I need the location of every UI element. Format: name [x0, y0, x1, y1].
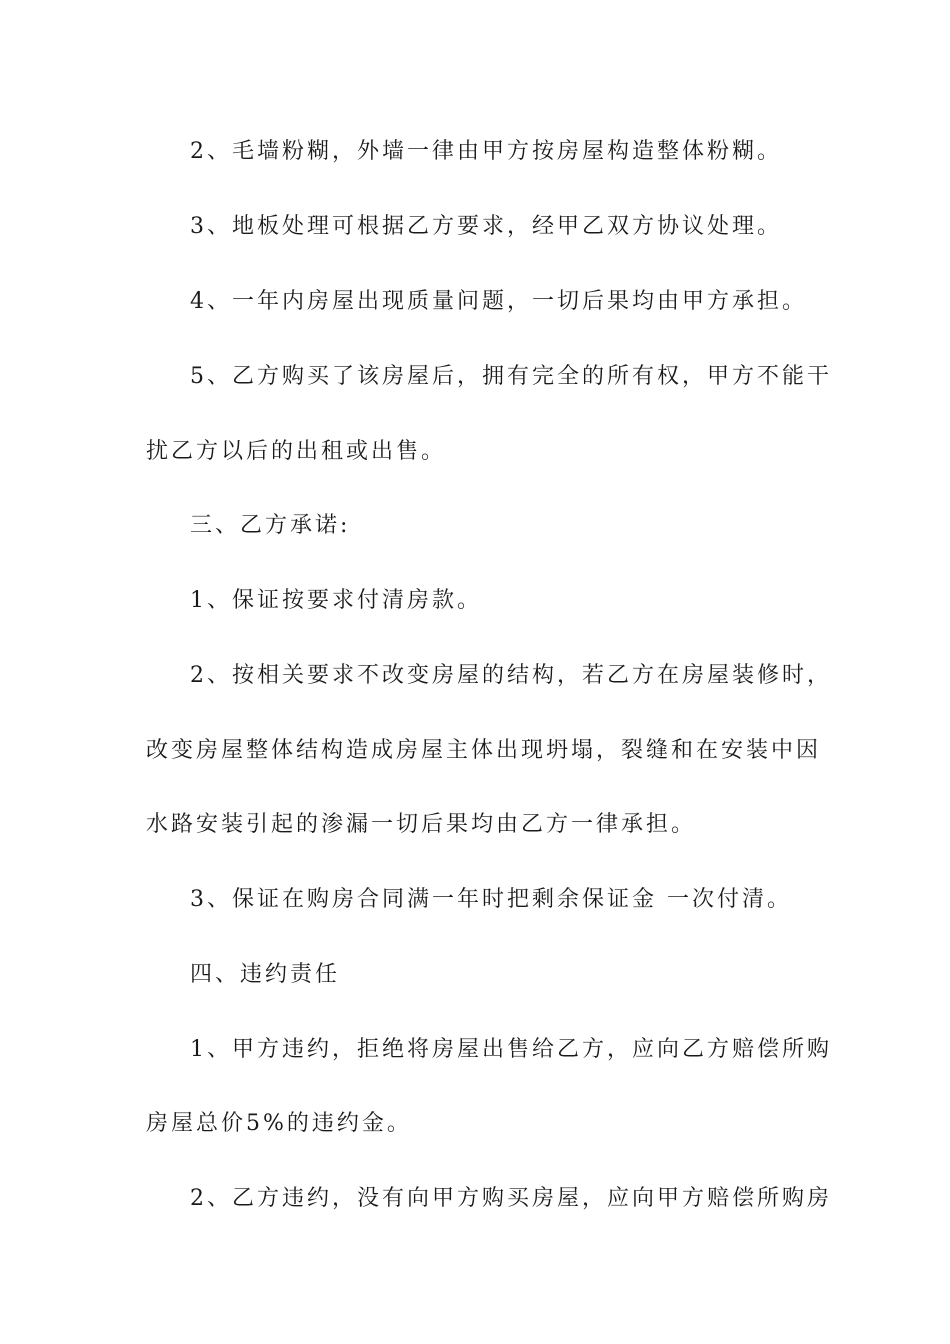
clause-line-2: 3、地板处理可根据乙方要求，经甲乙双方协议处理。: [190, 214, 782, 239]
clause-line-4: 5、乙方购买了该房屋后，拥有完全的所有权，甲方不能干: [190, 364, 832, 389]
clause-line-7: 1、保证按要求付清房款。: [190, 588, 482, 613]
section-heading-3: 三、乙方承诺:: [190, 513, 351, 538]
clause-line-9: 改变房屋整体结构造成房屋主体出现坍塌，裂缝和在安装中因: [146, 738, 822, 763]
clause-line-14: 房屋总价5%的违约金。: [146, 1111, 412, 1136]
clause-line-15: 2、乙方违约，没有向甲方购买房屋，应向甲方赔偿所购房: [190, 1186, 832, 1211]
clause-line-8: 2、按相关要求不改变房屋的结构，若乙方在房屋装修时，: [190, 663, 832, 688]
section-heading-4: 四、违约责任: [190, 962, 341, 987]
clause-line-10: 水路安装引起的渗漏一切后果均由乙方一律承担。: [146, 812, 697, 837]
clause-line-11: 3、保证在购房合同满一年时把剩余保证金 一次付清。: [190, 887, 792, 912]
clause-line-1: 2、毛墙粉糊，外墙一律由甲方按房屋构造整体粉糊。: [190, 139, 782, 164]
clause-line-5: 扰乙方以后的出租或出售。: [146, 439, 447, 464]
clause-line-3: 4、一年内房屋出现质量问题，一切后果均由甲方承担。: [190, 289, 807, 314]
clause-line-13: 1、甲方违约，拒绝将房屋出售给乙方，应向乙方赔偿所购: [190, 1037, 832, 1062]
